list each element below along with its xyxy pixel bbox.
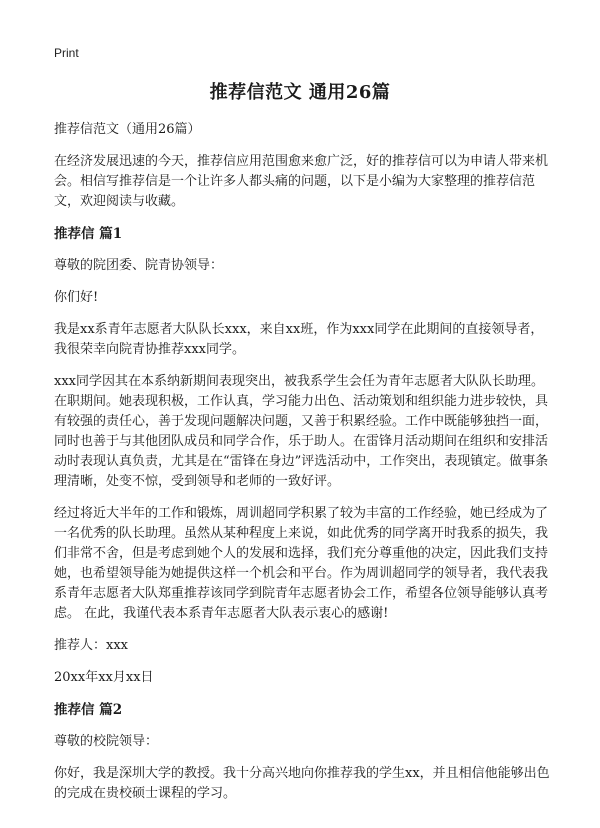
letter2-paragraph-1: 你好，我是深圳大学的教授。我十分高兴地向你推荐我的学生xx，并且相信他能够出色的完成在贵校硕士课程的学习。 <box>54 766 550 801</box>
document-body <box>54 120 550 816</box>
letter1-paragraph-1: 我是xx系青年志愿者大队队长xxx，来自xx班，作为xxx同学在此期间的直接领导者，我很荣幸向院青协推荐xxx同学。 <box>54 322 544 357</box>
letter1-date: 20xx年xx月xx日 <box>54 670 154 685</box>
letter1-heading: 推荐信 篇1 <box>54 226 123 242</box>
letter1-paragraph-2: xxx同学因其在本系纳新期间表现突出，被我系学生会任为青年志愿者大队队长助理。在职期间。她表现积极，工作认真，学习能力出色、活动策划和组织能力进步较快，具有较强的责任心，善于发现问题解决问题，又善于积累经验。工作中既能够独挡一面，同时也善于与其他团队成员和同学合作，乐于助人。在雷锋月活动期间在组织和安排活动时表现认真负责，尤其是在“雷锋在身边”评选活动中，工作突出，表现镇定。做事条理清晰，处变不惊，受到领导和老师的一致好评。 <box>54 374 549 489</box>
document-subtitle: 推荐信范文（通用26篇） <box>54 122 201 137</box>
letter1-paragraph-3: 经过将近大半年的工作和锻炼，周训超同学积累了较为丰富的工作经验，她已经成为了一名优秀的队长助理。虽然从某种程度上来说，如此优秀的同学离开时我系的损失，我们非常不舍，但是考虑到她个人的发展和选择，我们充分尊重他的决定，因此我们支持她，也希望领导能为她提供这样一个机会和平台。作为周训超同学的领导者，我代表我系青年志愿者大队郑重推荐该同学到院青年志愿者协会工作，希望各位领导能够认真考虑。 在此，我谨代表本系青年志愿者大队表示衷心的感谢! <box>54 506 549 621</box>
page-title: 推荐信范文 通用26篇 <box>209 82 391 103</box>
print-link[interactable]: Print <box>54 46 79 60</box>
letter2-salutation: 尊敬的校院领导： <box>54 734 159 749</box>
letter1-salutation: 尊敬的院团委、院青协领导： <box>54 258 224 273</box>
letter1-greeting: 你们好! <box>54 290 99 305</box>
letter1-recommender: 推荐人：xxx <box>54 638 128 653</box>
intro-paragraph: 在经济发展迅速的今天，推荐信应用范围愈来愈广泛，好的推荐信可以为申请人带来机会。相信写推荐信是一个让许多人都头痛的问题，以下是小编为大家整理的推荐信范文，欢迎阅读与收藏。 <box>54 154 549 209</box>
letter2-heading: 推荐信 篇2 <box>54 702 123 718</box>
